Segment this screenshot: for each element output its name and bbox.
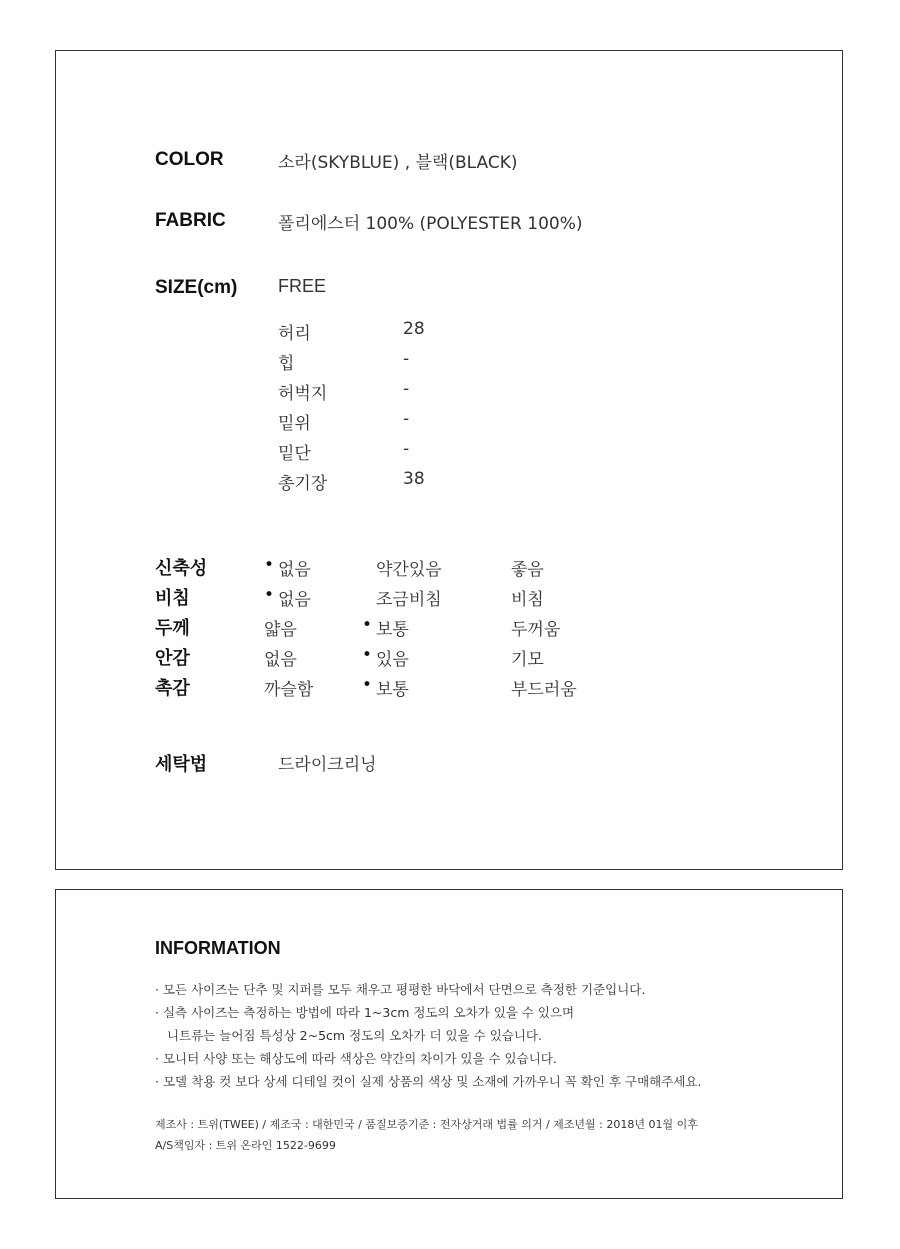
attribute-option-selected: • 없음 [278, 555, 311, 580]
attribute-label: 신축성 [155, 558, 208, 579]
fabric-value: 폴리에스터 100% (POLYESTER 100%) [278, 214, 583, 234]
size-row-name: 허벅지 [278, 384, 328, 404]
attribute-option-selected: • 보통 [376, 615, 409, 640]
info-note: 니트류는 늘어짐 특성상 2~5cm 정도의 오차가 더 있을 수 있습니다. [167, 1028, 542, 1043]
attribute-label: 촉감 [155, 678, 190, 699]
product-spec-panel [55, 50, 843, 870]
attribute-option: 비침 [511, 590, 544, 610]
size-row-value: - [403, 409, 410, 429]
washing-value: 드라이크리닝 [278, 755, 377, 775]
info-note: · 모니터 사양 또는 해상도에 따라 색상은 약간의 차이가 있을 수 있습니다. [155, 1051, 557, 1066]
size-row-value: - [403, 349, 410, 369]
attribute-label: 두께 [155, 618, 190, 639]
manufacturer-info: 제조사 : 트위(TWEE) / 제조국 : 대한민국 / 품질보증기준 : 전자상거래 법률 의거 / 제조년월 : 2018년 01월 이후 [155, 1118, 698, 1131]
washing-label: 세탁법 [155, 754, 208, 775]
color-value: 소라(SKYBLUE) , 블랙(BLACK) [278, 153, 518, 173]
attribute-option: 약간있음 [376, 560, 442, 580]
fabric-label: FABRIC [155, 210, 226, 231]
attribute-option: 부드러움 [511, 680, 577, 700]
as-contact: A/S책임자 : 트위 온라인 1522-9699 [155, 1139, 336, 1152]
size-row-value: - [403, 379, 410, 399]
color-label: COLOR [155, 149, 224, 170]
info-note: · 모델 착용 컷 보다 상세 디테일 컷이 실제 상품의 색상 및 소재에 가까우니 꼭 확인 후 구매해주세요. [155, 1074, 702, 1089]
attribute-option-selected: • 보통 [376, 675, 409, 700]
size-row-name: 밑위 [278, 414, 311, 434]
size-row-value: 38 [403, 469, 425, 489]
attribute-option: 조금비침 [376, 590, 442, 610]
size-label: SIZE(cm) [155, 277, 238, 298]
size-value: FREE [278, 276, 327, 296]
size-row-name: 허리 [278, 324, 311, 344]
attribute-label: 비침 [155, 588, 190, 609]
info-note: · 실측 사이즈는 측정하는 방법에 따라 1~3cm 정도의 오차가 있을 수 있으며 [155, 1005, 575, 1020]
attribute-option: 두꺼움 [511, 620, 561, 640]
attribute-option: 까슬함 [264, 680, 314, 700]
size-row-name: 총기장 [278, 474, 328, 494]
info-note: · 모든 사이즈는 단추 및 지퍼를 모두 채우고 평평한 바닥에서 단면으로 측정한 기준입니다. [155, 982, 646, 997]
size-row-value: - [403, 439, 410, 459]
information-panel [55, 889, 843, 1199]
size-row-value: 28 [403, 319, 425, 339]
attribute-option: 좋음 [511, 560, 544, 580]
attribute-option-selected: • 있음 [376, 645, 409, 670]
size-row-name: 밑단 [278, 444, 311, 464]
size-row-name: 힙 [278, 354, 295, 374]
attribute-option-selected: • 없음 [278, 585, 311, 610]
attribute-option: 얇음 [264, 620, 297, 640]
attribute-label: 안감 [155, 648, 190, 669]
attribute-option: 기모 [511, 650, 544, 670]
information-title: INFORMATION [155, 938, 281, 958]
attribute-option: 없음 [264, 650, 297, 670]
